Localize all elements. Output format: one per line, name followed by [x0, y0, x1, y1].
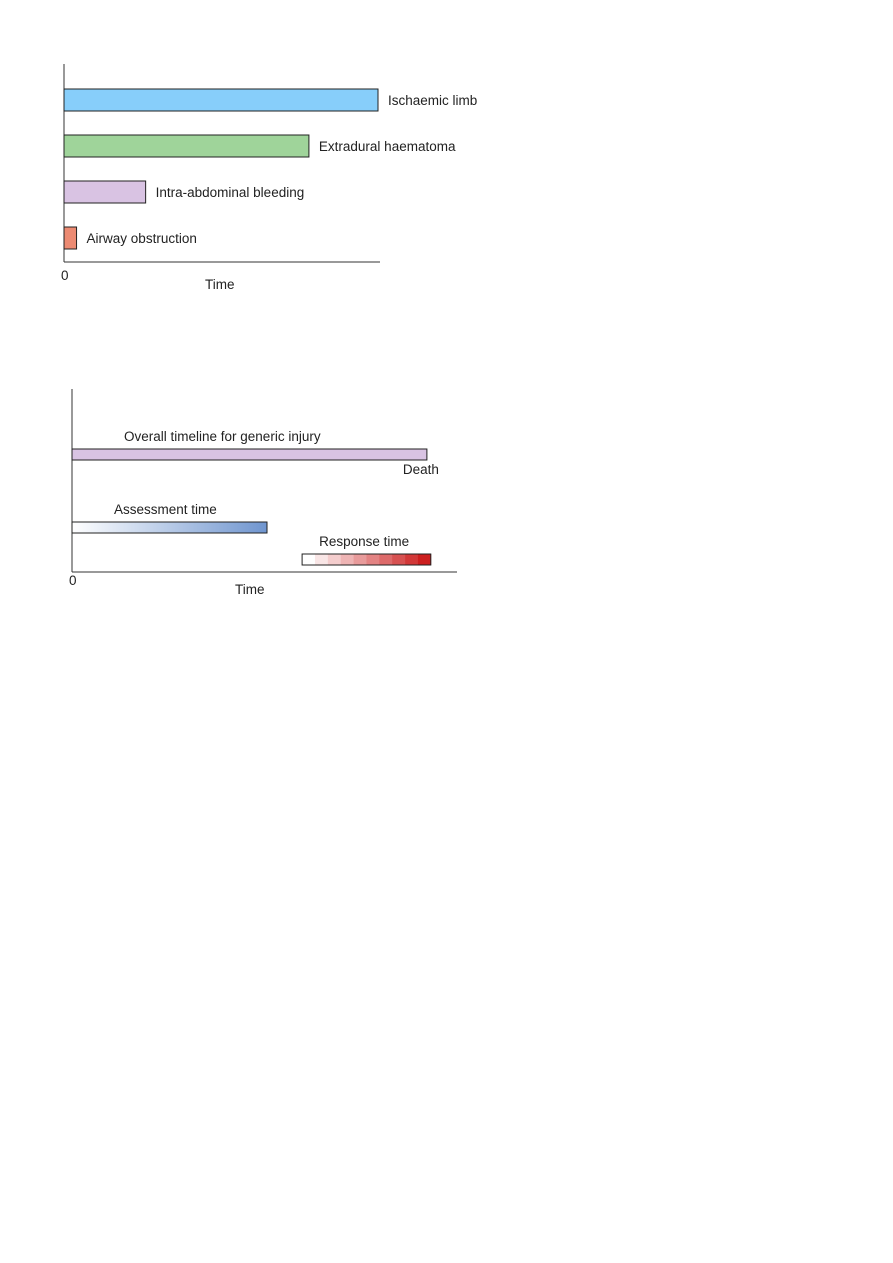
bar-label-assessment-time: Assessment time — [114, 502, 217, 517]
chart-2 — [69, 389, 457, 597]
bar-end-label-overall-timeline-for-generic-injury: Death — [402, 462, 439, 477]
bar-response-time-segment — [366, 554, 379, 565]
bar-response-time-segment — [315, 554, 328, 565]
bar-label-extradural-haematoma: Extradural haematoma — [318, 139, 456, 154]
bar-response-time-segment — [341, 554, 354, 565]
bar-label-response-time: Response time — [319, 534, 410, 549]
chart-1-bars — [64, 89, 477, 249]
bar-response-time-segment — [302, 554, 315, 565]
bar-label-intra-abdominal-bleeding: Intra-abdominal bleeding — [155, 185, 305, 200]
chart-1-x-axis-label: Time — [205, 277, 235, 292]
chart-2-bars — [72, 429, 439, 565]
bar-response-time-segment — [418, 554, 431, 565]
bar-response-time-segment — [354, 554, 367, 565]
bar-response-time-segment — [379, 554, 392, 565]
chart-2-x-tick-0: 0 — [69, 573, 77, 588]
bar-response-time-segment — [405, 554, 418, 565]
chart-2-x-axis-label: Time — [235, 582, 265, 597]
bar-response-time-segment — [328, 554, 341, 565]
bar-label-ischaemic-limb: Ischaemic limb — [388, 93, 478, 108]
bar-intra-abdominal-bleeding — [64, 181, 146, 203]
bar-ischaemic-limb — [64, 89, 378, 111]
bar-assessment-time — [72, 522, 267, 533]
bar-extradural-haematoma — [64, 135, 309, 157]
bar-response-time-segment — [392, 554, 405, 565]
chart-1-x-tick-0: 0 — [61, 268, 69, 283]
bar-airway-obstruction — [64, 227, 77, 249]
chart-1 — [61, 64, 477, 292]
bar-overall-timeline-for-generic-injury — [72, 449, 427, 460]
bar-label-overall-timeline-for-generic-injury: Overall timeline for generic injury — [124, 429, 321, 444]
bar-label-airway-obstruction: Airway obstruction — [86, 231, 197, 246]
